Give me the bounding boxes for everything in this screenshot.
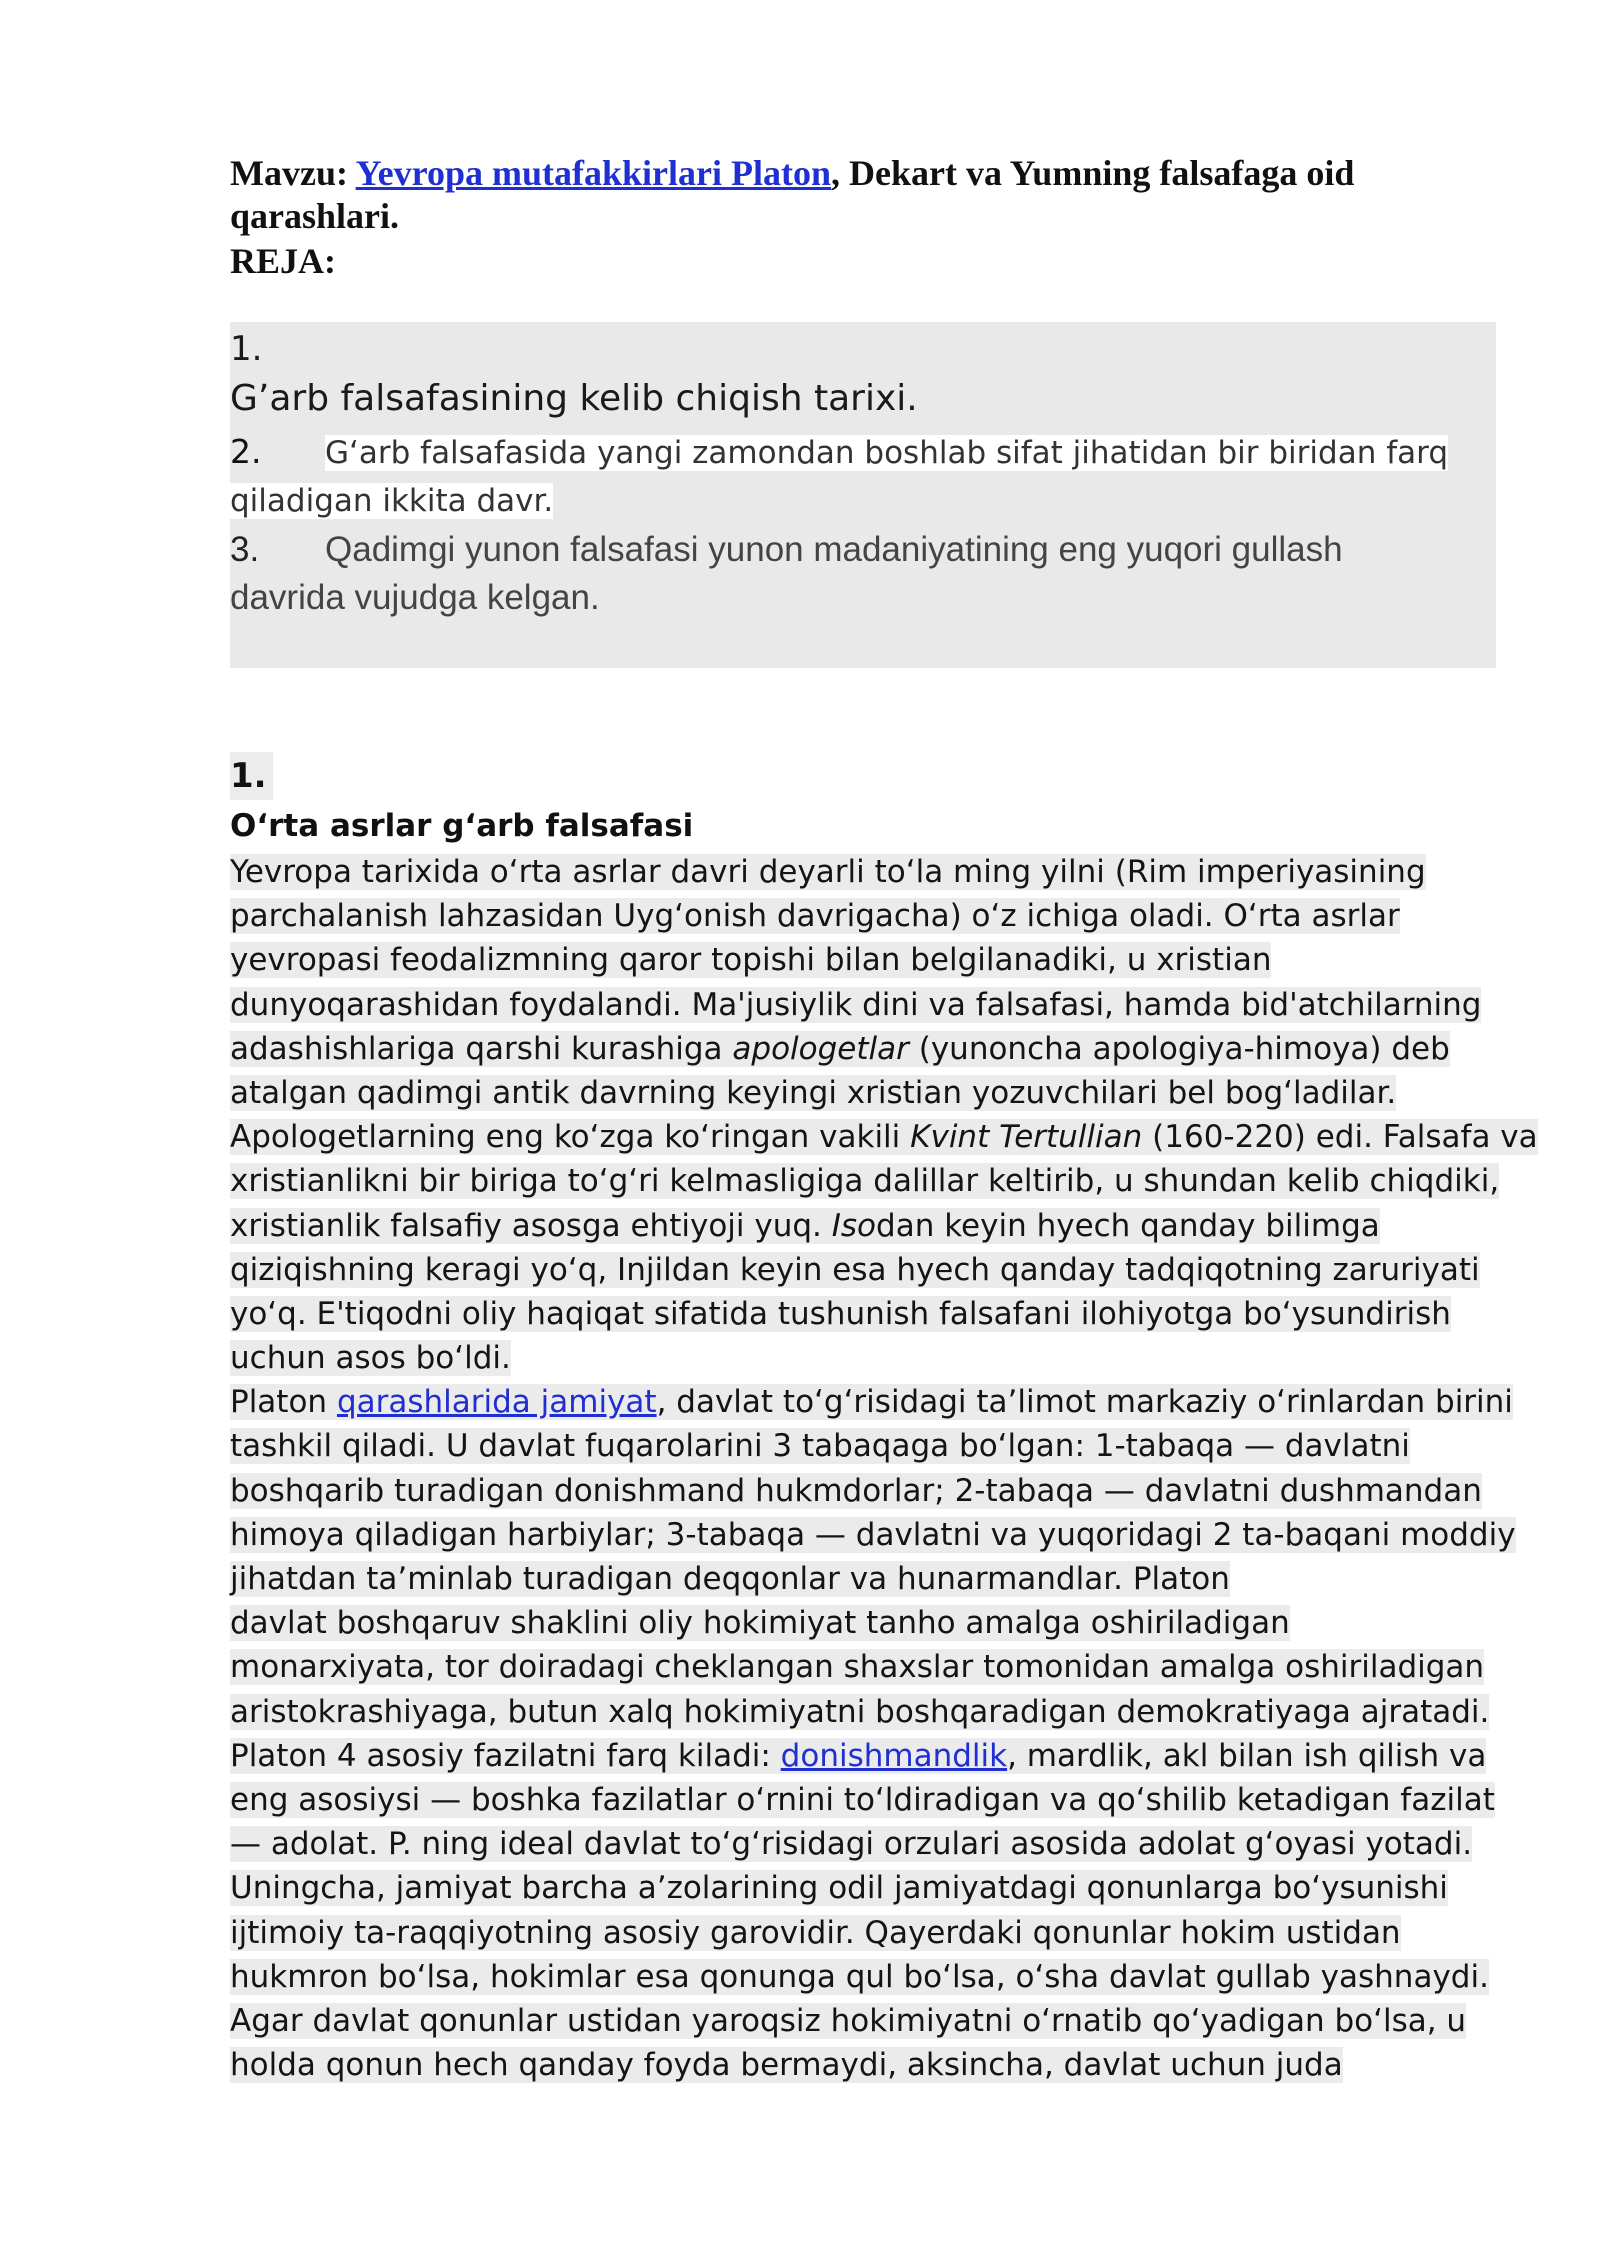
body-line <box>230 850 1500 894</box>
body-line <box>230 1955 1500 1999</box>
jamiyat-link[interactable]: qarashlarida jamiyat <box>336 1384 657 1421</box>
body-line <box>230 938 1500 982</box>
body-line <box>230 1513 1516 1557</box>
italic-term: Iso <box>831 1207 877 1244</box>
plan-item-2 <box>230 428 1448 525</box>
line-text <box>230 1384 1513 1420</box>
line-text: eng asosiysi — boshka fazilatlar oʻrnini toʻldiradigan va qoʻshilib ketadigan fazilat <box>230 1781 1495 1818</box>
body-line <box>230 1380 1513 1424</box>
plan-item-3-text-cont: davrida vujudga kelgan. <box>230 578 600 617</box>
body-line <box>230 1778 1500 1822</box>
line-text-part: , davlat toʻgʻrisidagi ta’limot markaziy oʻrinlardan birini <box>656 1384 1513 1421</box>
italic-term: apologetlar <box>732 1030 909 1067</box>
plan-item-3-number: 3. <box>230 530 260 569</box>
line-text-part: , mardlik, akl bilan ish qilish va <box>1007 1737 1487 1774</box>
italic-term: Kvint Tertullian <box>910 1119 1143 1156</box>
line-text: tashkil qiladi. U davlat fuqarolarini 3 tabaqaga boʻlgan: 1-tabaqa — davlatni <box>230 1428 1410 1465</box>
plan-item-3-text: Qadimgi yunon falsafasi yunon madaniyatining eng yuqori gullash <box>325 530 1343 569</box>
line-text: yoʻq. E'tiqodni oliy haqiqat sifatida tushunish falsafani ilohiyotga boʻysundirish <box>230 1295 1451 1332</box>
line-text-part: Platon 4 asosiy fazilatni farq kiladi: <box>230 1737 781 1774</box>
line-text: davlat boshqaruv shaklini oliy hokimiyat tanho amalga oshiriladigan <box>230 1605 1290 1642</box>
body-line <box>230 1469 1500 1513</box>
body-line <box>230 1027 1500 1071</box>
body-line <box>230 1999 1500 2043</box>
body-line <box>230 1822 1500 1866</box>
body-line <box>230 1115 1538 1159</box>
line-text: boshqarib turadigan donishmand hukmdorlar; 2-tabaqa — davlatni dushmandan <box>230 1472 1482 1509</box>
body-line <box>230 1204 1500 1248</box>
line-text: hukmron boʻlsa, hokimlar esa qonunga qul boʻlsa, oʻsha davlat gullab yashnaydi. <box>230 1958 1489 1995</box>
body-line <box>230 1645 1500 1689</box>
plan-item-1-text: G’arb falsafasining kelib chiqish tarixi. <box>230 378 918 419</box>
section-heading: Oʻrta asrlar gʻarb falsafasi <box>230 808 694 844</box>
line-text: Uningcha, jamiyat barcha a’zolarining odil jamiyatdagi qonunlarga boʻysunishi <box>230 1870 1448 1907</box>
line-text: Agar davlat qonunlar ustidan yaroqsiz hokimiyatni oʻrnatib qoʻyadigan boʻlsa, u <box>230 2002 1467 2039</box>
body-line <box>230 2043 1500 2087</box>
line-text: uchun asos boʻldi. <box>230 1340 511 1377</box>
body-line <box>230 1601 1500 1645</box>
line-text: yevropasi feodalizmning qaror topishi bilan belgilanadiki, u xristian <box>230 942 1272 979</box>
line-text: parchalanish lahzasidan Uygʻonish davrigacha) oʻz ichiga oladi. Oʻrta asrlar <box>230 898 1400 935</box>
line-text: Yevropa tarixida oʻrta asrlar davri deyarli toʻla ming yilni (Rim imperiyasining <box>230 854 1426 890</box>
line-text: dunyoqarashidan foydalandi. Ma'jusiylik dini va falsafasi, hamda bid'atchilarning <box>230 986 1482 1023</box>
body-line <box>230 1911 1500 1955</box>
line-text-part: dan keyin hyech qanday bilimga <box>876 1207 1380 1244</box>
section-body <box>230 850 1538 2087</box>
body-line <box>230 894 1500 938</box>
line-text <box>230 1208 1380 1244</box>
line-text: himoya qiladigan harbiylar; 3-tabaqa — davlatni va yuqoridagi 2 ta-baqani moddiy <box>230 1516 1516 1553</box>
body-line <box>230 983 1500 1027</box>
line-text: atalgan qadimgi antik davrning keyingi xristian yozuvchilari bel bogʻladilar. <box>230 1074 1397 1111</box>
line-text <box>230 1119 1538 1155</box>
line-text: qiziqishning keragi yoʻq, Injildan keyin esa hyech qanday tadqiqotning zaruriyati <box>230 1251 1480 1288</box>
body-line <box>230 1159 1500 1203</box>
body-line <box>230 1866 1500 1910</box>
line-text-part: (160-220) edi. Falsafa va <box>1142 1119 1538 1156</box>
line-text <box>230 1738 1486 1774</box>
line-text: — adolat. P. ning ideal davlat toʻgʻrisidagi orzulari asosida adolat gʻoyasi yotadi. <box>230 1826 1473 1863</box>
plan-item-2-text-cont: qiladigan ikkita davr. <box>230 483 554 519</box>
line-text-part: adashishlariga qarshi kurashiga <box>230 1030 733 1067</box>
line-text: holda qonun hech qanday foyda bermaydi, aksincha, davlat uchun juda <box>230 2047 1343 2084</box>
body-line <box>230 1734 1500 1778</box>
title-rest-line2: qarashlari. <box>230 196 400 236</box>
line-text-part: Apologetlarning eng koʻzga koʻringan vakili <box>230 1119 911 1156</box>
donishmandlik-link[interactable]: donishmandlik <box>780 1737 1008 1774</box>
line-text-part: (yunoncha apologiya-himoya) deb <box>908 1030 1450 1067</box>
body-line <box>230 1690 1500 1734</box>
document-title <box>230 152 1490 238</box>
section-number: 1. <box>230 752 273 800</box>
title-rest: , Dekart va Yumning falsafaga oid <box>830 153 1355 193</box>
title-label: Mavzu: <box>230 153 356 193</box>
plan-item-1-number: 1. <box>230 329 263 369</box>
body-line <box>230 1424 1500 1468</box>
body-line <box>230 1071 1500 1115</box>
plan-item-2-text: Gʻarb falsafasida yangi zamondan boshlab sifat jihatidan bir biridan farq <box>325 435 1448 471</box>
line-text <box>230 1031 1450 1067</box>
line-text: jihatdan ta’minlab turadigan deqqonlar va hunarmandlar. Platon <box>230 1561 1230 1597</box>
plan-item-2-number: 2. <box>230 432 262 471</box>
body-line <box>230 1557 1500 1601</box>
line-text: aristokrashiyaga, butun xalq hokimiyatni boshqaradigan demokratiyaga ajratadi. <box>230 1693 1490 1730</box>
body-line <box>230 1248 1500 1292</box>
plan-heading: REJA: <box>230 241 336 281</box>
plan-item-3 <box>230 526 1343 622</box>
line-text: ijtimoiy ta-raqqiyotning asosiy garovidir. Qayerdaki qonunlar hokim ustidan <box>230 1914 1401 1951</box>
line-text: xristianlikni bir biriga toʻgʻri kelmasligiga dalillar keltirib, u shundan kelib chiqdiki, <box>230 1163 1500 1200</box>
body-line <box>230 1336 1500 1380</box>
title-link[interactable]: Yevropa mutafakkirlari Platon <box>355 153 831 193</box>
line-text-part: xristianlik falsafiy asosga ehtiyoji yuq. <box>230 1207 832 1244</box>
line-text: monarxiyata, tor doiradagi cheklangan shaxslar tomonidan amalga oshiriladigan <box>230 1649 1485 1686</box>
line-text-part: Platon <box>230 1384 337 1421</box>
body-line <box>230 1292 1500 1336</box>
